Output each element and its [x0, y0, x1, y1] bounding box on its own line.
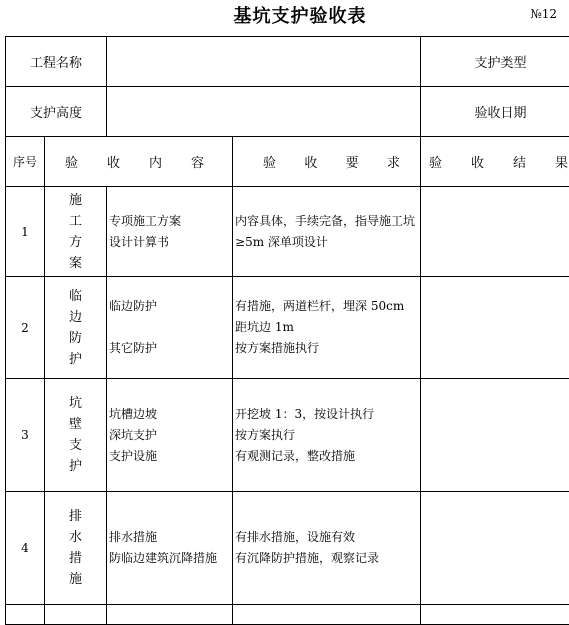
row-items — [107, 605, 233, 625]
row-items — [107, 492, 233, 605]
row-requirements — [233, 277, 421, 379]
info-row-1 — [6, 37, 569, 87]
row-category — [45, 187, 107, 277]
form-title: 基坑支护验收表 — [0, 2, 569, 28]
info-row-2 — [6, 87, 569, 137]
item-text: 临边防护 — [109, 296, 232, 317]
requirement-header: 验 收 要 求 — [233, 137, 421, 187]
requirement-text: 有排水措施，设施有效 — [235, 527, 420, 548]
category-char: 边 — [45, 307, 106, 328]
category-char: 案 — [45, 253, 106, 274]
requirement-text: 有措施，两道栏杆，埋深 50cm — [235, 296, 420, 317]
item-text: 深坑支护 — [109, 425, 232, 446]
row-seq: 4 — [6, 492, 45, 605]
project-name-label: 工程名称 — [6, 37, 107, 87]
requirement-text: 有沉降防护措施，观察记录 — [235, 548, 420, 569]
row-result[interactable] — [421, 379, 569, 492]
item-text: 防临边建筑沉降措施 — [109, 548, 232, 569]
row-requirements — [233, 379, 421, 492]
table-row — [6, 379, 569, 492]
row-result[interactable] — [421, 277, 569, 379]
row-seq: 3 — [6, 379, 45, 492]
category-char: 措 — [45, 548, 106, 569]
table-row — [6, 187, 569, 277]
category-char: 壁 — [45, 414, 106, 435]
result-header: 验 收 结 果 — [421, 137, 569, 187]
requirement-text: 距坑边 1m — [235, 317, 420, 338]
requirement-text: 按方案措施执行 — [235, 338, 420, 359]
category-char: 支 — [45, 435, 106, 456]
row-result[interactable] — [421, 187, 569, 277]
row-items — [107, 277, 233, 379]
row-requirements — [233, 187, 421, 277]
table-row — [6, 277, 569, 379]
column-header-row — [6, 137, 569, 187]
category-char: 施 — [45, 569, 106, 590]
acceptance-table — [5, 36, 569, 625]
support-type-label: 支护类型 — [421, 37, 569, 87]
requirement-text: ≥5m 深单项设计 — [235, 232, 420, 253]
category-char: 工 — [45, 211, 106, 232]
requirement-text: 按方案执行 — [235, 425, 420, 446]
support-height-label: 支护高度 — [6, 87, 107, 137]
support-height-value[interactable] — [107, 87, 421, 137]
category-char: 方 — [45, 232, 106, 253]
row-seq: 1 — [6, 187, 45, 277]
item-text: 其它防护 — [109, 338, 232, 359]
row-requirements — [233, 605, 421, 625]
category-char: 坑 — [45, 393, 106, 414]
row-category — [45, 492, 107, 605]
content-header: 验 收 内 容 — [45, 137, 233, 187]
category-char: 临 — [45, 286, 106, 307]
item-text: 坑槽边坡 — [109, 404, 232, 425]
seq-header: 序号 — [6, 137, 45, 187]
category-char: 护 — [45, 456, 106, 477]
row-requirements — [233, 492, 421, 605]
category-char: 施 — [45, 190, 106, 211]
item-text: 设计计算书 — [109, 232, 232, 253]
category-char: 护 — [45, 349, 106, 370]
item-text: 专项施工方案 — [109, 211, 232, 232]
acceptance-date-label: 验收日期 — [421, 87, 569, 137]
row-items — [107, 187, 233, 277]
category-char: 防 — [45, 328, 106, 349]
item-text: 支护设施 — [109, 446, 232, 467]
item-text: 排水措施 — [109, 527, 232, 548]
table-row-partial — [6, 605, 569, 625]
table-row — [6, 492, 569, 605]
row-seq — [6, 605, 45, 625]
row-category — [45, 605, 107, 625]
category-char: 排 — [45, 506, 106, 527]
row-category — [45, 379, 107, 492]
form-number: №12 — [530, 7, 557, 21]
requirement-text: 内容具体，手续完备，指导施工坑 — [235, 211, 420, 232]
item-spacer — [109, 317, 232, 338]
row-result[interactable] — [421, 605, 569, 625]
project-name-value[interactable] — [107, 37, 421, 87]
row-result[interactable] — [421, 492, 569, 605]
row-items — [107, 379, 233, 492]
row-category — [45, 277, 107, 379]
category-char: 水 — [45, 527, 106, 548]
requirement-text: 有观测记录，整改措施 — [235, 446, 420, 467]
requirement-text: 开挖坡 1：3，按设计执行 — [235, 404, 420, 425]
row-seq: 2 — [6, 277, 45, 379]
